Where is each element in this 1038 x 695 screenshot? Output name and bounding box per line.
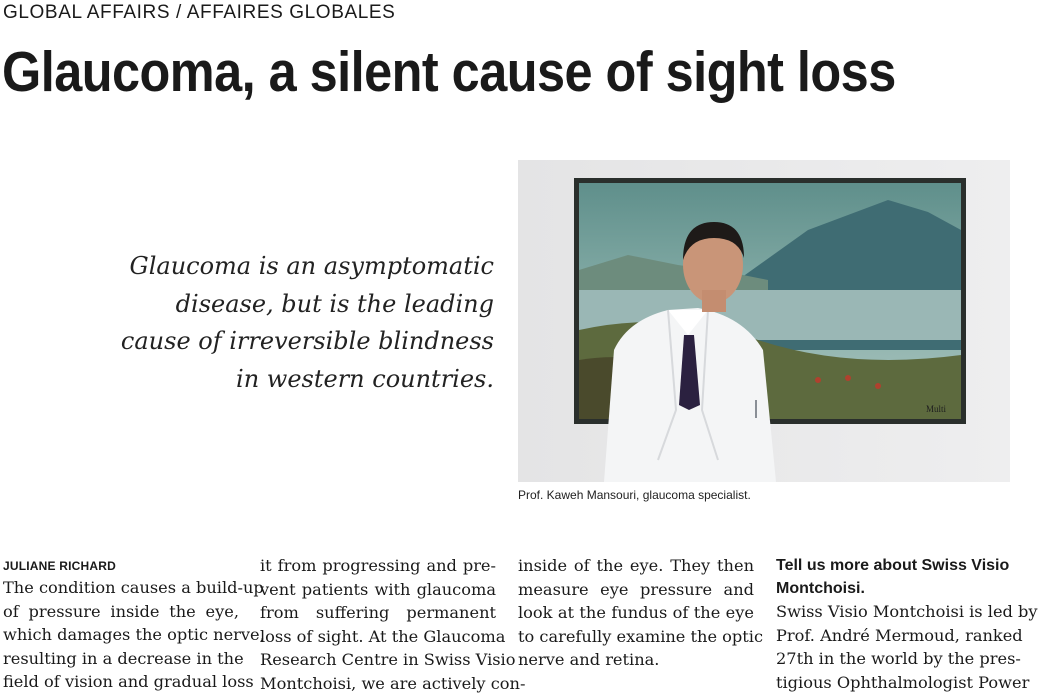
column-line: look at the fundus of the eye xyxy=(518,601,754,625)
column-line: Swiss Visio Montchoisi is led by xyxy=(776,600,1011,624)
pull-quote xyxy=(100,248,494,398)
pull-quote-line: in western countries. xyxy=(100,361,494,399)
subheading-line: Montchoisi. xyxy=(776,577,1011,600)
column-line: it from progressing and pre- xyxy=(260,554,496,578)
column-line: The condition causes a build-up xyxy=(3,576,239,600)
column-line: loss of sight. At the Glaucoma xyxy=(260,625,496,649)
pull-quote-line: Glaucoma is an asymptomatic xyxy=(100,248,494,286)
column-line: Research Centre in Swiss Visio xyxy=(260,648,496,672)
column-line: measure eye pressure and xyxy=(518,578,754,602)
subheading-line: Tell us more about Swiss Visio xyxy=(776,554,1011,577)
photo-caption: Prof. Kaweh Mansouri, glaucoma specialist. xyxy=(518,488,751,502)
pull-quote-line: cause of irreversible blindness xyxy=(100,323,494,361)
article-column-1 xyxy=(3,554,239,694)
subheading xyxy=(776,554,1011,600)
column-line: tigious Ophthalmologist Power xyxy=(776,671,1011,695)
article-photo xyxy=(518,160,1010,482)
column-line: vent patients with glaucoma xyxy=(260,578,496,602)
painting-flower xyxy=(815,377,821,383)
column-line: field of vision and gradual loss xyxy=(3,670,239,694)
column-line: Montchoisi, we are actively con- xyxy=(260,672,496,695)
column-line: 27th in the world by the pres- xyxy=(776,647,1011,671)
section-label: GLOBAL AFFAIRS / AFFAIRES GLOBALES xyxy=(3,2,395,24)
column-line: of pressure inside the eye, xyxy=(3,600,239,624)
author-byline: JULIANE RICHARD xyxy=(3,554,239,576)
pull-quote-line: disease, but is the leading xyxy=(100,286,494,324)
article-column-4 xyxy=(776,554,1011,694)
article-column-2 xyxy=(260,554,496,695)
column-line: inside of the eye. They then xyxy=(518,554,754,578)
article-column-3 xyxy=(518,554,754,672)
column-line: to carefully examine the optic xyxy=(518,625,754,649)
photo-illustration xyxy=(518,160,1010,482)
painting-signature: Multi xyxy=(926,404,947,414)
column-line: Prof. André Mermoud, ranked xyxy=(776,624,1011,648)
column-line: which damages the optic nerve, xyxy=(3,623,239,647)
column-line: nerve and retina. xyxy=(518,648,754,672)
column-line: resulting in a decrease in the xyxy=(3,647,239,671)
painting-flower xyxy=(875,383,881,389)
painting-flower xyxy=(845,375,851,381)
headline: Glaucoma, a silent cause of sight loss xyxy=(2,34,895,110)
column-line: from suffering permanent xyxy=(260,601,496,625)
